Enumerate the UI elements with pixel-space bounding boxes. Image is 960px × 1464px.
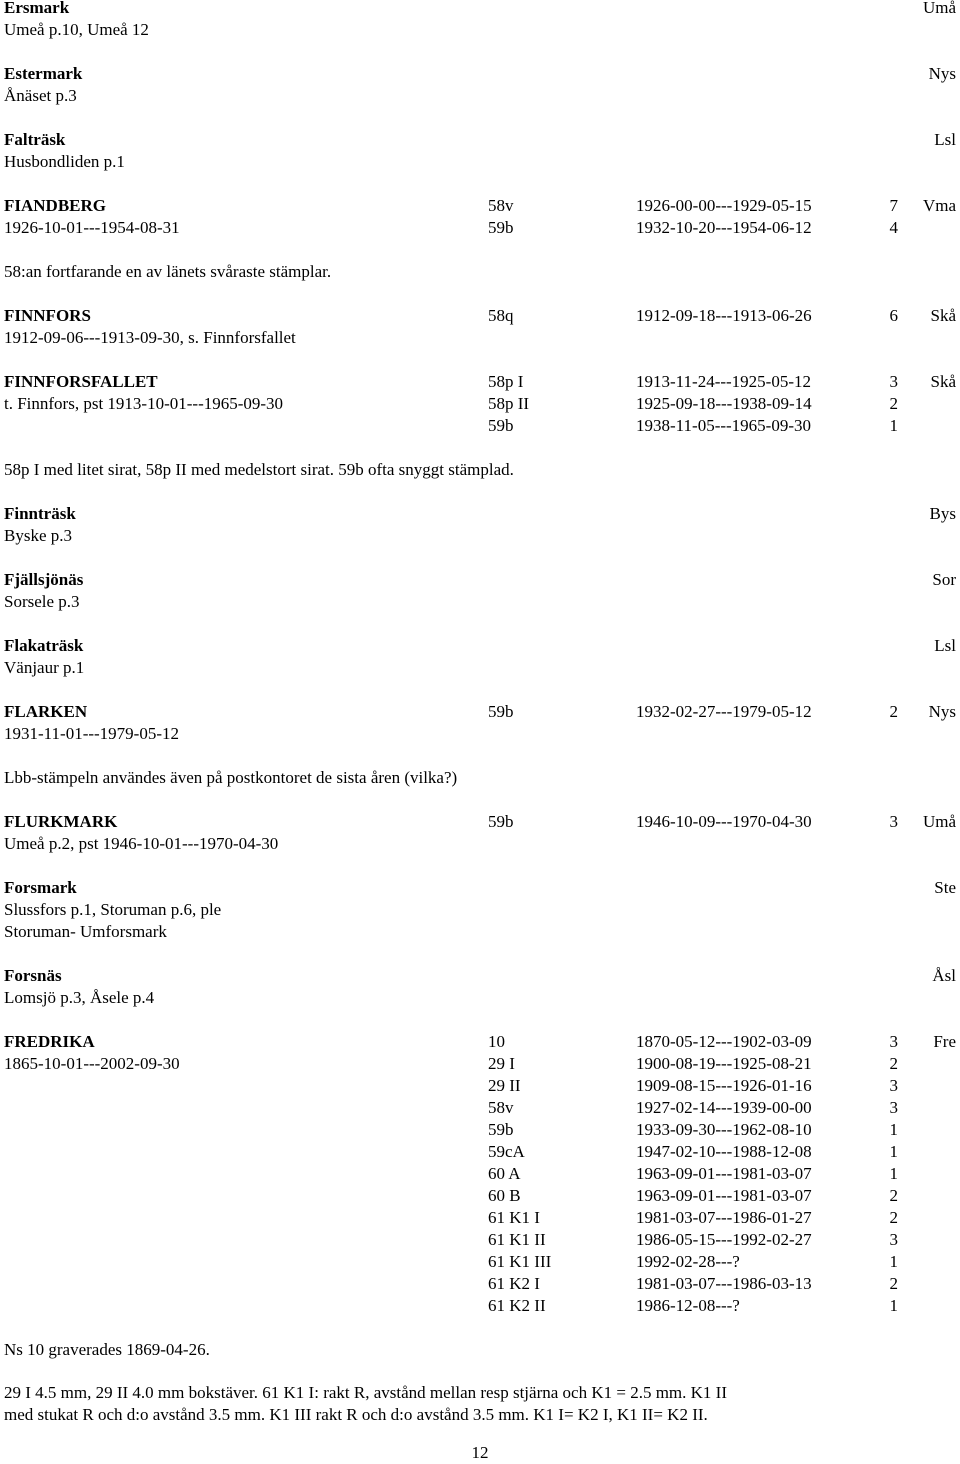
stamp-type: 58v bbox=[488, 1098, 514, 1117]
stamp-rarity: 1 bbox=[889, 1296, 898, 1315]
entry-sub: 1926-10-01---1954-08-31 bbox=[4, 218, 180, 237]
stamp-type: 61 K2 I bbox=[488, 1274, 540, 1293]
stamp-period: 1927-02-14---1939-00-00 bbox=[636, 1098, 812, 1117]
entry-name: FLARKEN bbox=[4, 702, 88, 721]
stamp-rarity: 3 bbox=[889, 372, 898, 391]
entry-name: Flakaträsk bbox=[4, 636, 84, 655]
stamp-period: 1947-02-10---1988-12-08 bbox=[636, 1142, 812, 1161]
entry-region: Nys bbox=[928, 702, 956, 721]
stamp-period: 1986-05-15---1992-02-27 bbox=[636, 1230, 812, 1249]
stamp-period: 1981-03-07---1986-01-27 bbox=[636, 1208, 812, 1227]
entry-name: Fjällsjönäs bbox=[4, 570, 84, 589]
stamp-type: 29 I bbox=[488, 1054, 515, 1073]
stamp-rarity: 2 bbox=[889, 1274, 898, 1293]
stamp-type: 59b bbox=[488, 416, 514, 435]
stamp-period: 1938-11-05---1965-09-30 bbox=[636, 416, 811, 435]
entry-sub: Lomsjö p.3, Åsele p.4 bbox=[4, 988, 155, 1007]
entry-note: med stukat R och d:o avstånd 3.5 mm. K1 III rakt R och d:o avstånd 3.5 mm. K1 I= K2 I, K1 II= K2 II. bbox=[4, 1405, 708, 1424]
entry-name: Finnträsk bbox=[4, 504, 76, 523]
entry-name: FREDRIKA bbox=[4, 1032, 95, 1051]
entry-region: Åsl bbox=[932, 966, 956, 985]
stamp-rarity: 2 bbox=[889, 394, 898, 413]
stamp-period: 1913-11-24---1925-05-12 bbox=[636, 372, 811, 391]
stamp-type: 61 K1 II bbox=[488, 1230, 546, 1249]
entry-region: Lsl bbox=[934, 130, 956, 149]
entry-region: Skå bbox=[930, 372, 956, 391]
entry-sub: Sorsele p.3 bbox=[4, 592, 80, 611]
entry-sub: 1931-11-01---1979-05-12 bbox=[4, 724, 179, 743]
stamp-rarity: 6 bbox=[889, 306, 898, 325]
stamp-rarity: 3 bbox=[889, 1098, 898, 1117]
stamp-type: 58p I bbox=[488, 372, 524, 391]
stamp-type: 59b bbox=[488, 1120, 514, 1139]
stamp-period: 1900-08-19---1925-08-21 bbox=[636, 1054, 812, 1073]
stamp-period: 1992-02-28---? bbox=[636, 1252, 740, 1271]
stamp-period: 1946-10-09---1970-04-30 bbox=[636, 812, 812, 831]
entry-sub: Husbondliden p.1 bbox=[4, 152, 125, 171]
entry-note: 58p I med litet sirat, 58p II med medelstort sirat. 59b ofta snyggt stämplad. bbox=[4, 460, 514, 479]
stamp-period: 1981-03-07---1986-03-13 bbox=[636, 1274, 812, 1293]
entry-region: Fre bbox=[933, 1032, 956, 1051]
stamp-period: 1909-08-15---1926-01-16 bbox=[636, 1076, 812, 1095]
entry-region: Vma bbox=[922, 196, 956, 215]
entry-name: Estermark bbox=[4, 64, 83, 83]
stamp-rarity: 2 bbox=[889, 702, 898, 721]
stamp-type: 58v bbox=[488, 196, 514, 215]
page-number: 12 bbox=[471, 1443, 489, 1462]
stamp-type: 59b bbox=[488, 702, 514, 721]
entry-region: Ste bbox=[934, 878, 956, 897]
entry-sub: Umeå p.2, pst 1946-10-01---1970-04-30 bbox=[4, 834, 279, 853]
stamp-type: 10 bbox=[488, 1032, 505, 1051]
entry-sub: Byske p.3 bbox=[4, 526, 72, 545]
entry-note: 58:an fortfarande en av länets svåraste stämplar. bbox=[4, 262, 332, 281]
stamp-period: 1932-10-20---1954-06-12 bbox=[636, 218, 812, 237]
stamp-type: 61 K1 III bbox=[488, 1252, 552, 1271]
stamp-rarity: 3 bbox=[889, 1076, 898, 1095]
entry-note: Ns 10 graverades 1869-04-26. bbox=[4, 1340, 210, 1359]
stamp-rarity: 2 bbox=[889, 1186, 898, 1205]
stamp-rarity: 3 bbox=[889, 1230, 898, 1249]
stamp-period: 1963-09-01---1981-03-07 bbox=[636, 1164, 812, 1183]
entry-sub: Slussfors p.1, Storuman p.6, ple bbox=[4, 900, 222, 919]
entry-note: 29 I 4.5 mm, 29 II 4.0 mm bokstäver. 61 K1 I: rakt R, avstånd mellan resp stjärna och K1 = 2.5 mm. K1 II bbox=[4, 1383, 727, 1402]
entry-sub: t. Finnfors, pst 1913-10-01---1965-09-30 bbox=[4, 394, 284, 413]
entry-region: Lsl bbox=[934, 636, 956, 655]
stamp-type: 58p II bbox=[488, 394, 530, 413]
stamp-type: 58q bbox=[488, 306, 514, 325]
stamp-rarity: 1 bbox=[889, 1120, 898, 1139]
stamp-period: 1926-00-00---1929-05-15 bbox=[636, 196, 812, 215]
stamp-rarity: 3 bbox=[889, 812, 898, 831]
stamp-rarity: 1 bbox=[889, 1164, 898, 1183]
stamp-period: 1912-09-18---1913-06-26 bbox=[636, 306, 812, 325]
stamp-period: 1986-12-08---? bbox=[636, 1296, 740, 1315]
stamp-period: 1870-05-12---1902-03-09 bbox=[636, 1032, 812, 1051]
stamp-type: 60 B bbox=[488, 1186, 521, 1205]
entry-name: FLURKMARK bbox=[4, 812, 118, 831]
stamp-type: 29 II bbox=[488, 1076, 521, 1095]
entry-region: Umå bbox=[922, 0, 956, 17]
entry-sub: 1912-09-06---1913-09-30, s. Finnforsfallet bbox=[4, 328, 296, 347]
entry-sub: Vänjaur p.1 bbox=[4, 658, 85, 677]
stamp-rarity: 2 bbox=[889, 1208, 898, 1227]
stamp-period: 1932-02-27---1979-05-12 bbox=[636, 702, 812, 721]
stamp-rarity: 4 bbox=[889, 218, 898, 237]
stamp-rarity: 1 bbox=[889, 1142, 898, 1161]
stamp-rarity: 7 bbox=[889, 196, 898, 215]
stamp-rarity: 1 bbox=[889, 416, 898, 435]
entry-region: Nys bbox=[928, 64, 956, 83]
stamp-rarity: 1 bbox=[889, 1252, 898, 1271]
entry-region: Bys bbox=[929, 504, 956, 523]
entry-note: Lbb-stämpeln användes även på postkontoret de sista åren (vilka?) bbox=[4, 768, 458, 787]
entry-region: Sor bbox=[932, 570, 956, 589]
stamp-type: 59cA bbox=[488, 1142, 525, 1161]
entry-name: FINNFORS bbox=[4, 306, 91, 325]
stamp-period: 1925-09-18---1938-09-14 bbox=[636, 394, 812, 413]
entry-sub: 1865-10-01---2002-09-30 bbox=[4, 1054, 180, 1073]
stamp-period: 1933-09-30---1962-08-10 bbox=[636, 1120, 812, 1139]
stamp-type: 60 A bbox=[488, 1164, 521, 1183]
entry-region: Skå bbox=[930, 306, 956, 325]
stamp-period: 1963-09-01---1981-03-07 bbox=[636, 1186, 812, 1205]
entry-name: Forsnäs bbox=[4, 966, 62, 985]
entry-name: Forsmark bbox=[4, 878, 77, 897]
entry-name: FIANDBERG bbox=[4, 196, 107, 215]
stamp-type: 61 K2 II bbox=[488, 1296, 546, 1315]
stamp-rarity: 2 bbox=[889, 1054, 898, 1073]
stamp-type: 59b bbox=[488, 218, 514, 237]
entry-name: FINNFORSFALLET bbox=[4, 372, 158, 391]
entry-sub: Ånäset p.3 bbox=[4, 86, 77, 105]
entry-sub: Umeå p.10, Umeå 12 bbox=[4, 20, 149, 39]
stamp-rarity: 3 bbox=[889, 1032, 898, 1051]
entry-region: Umå bbox=[922, 812, 956, 831]
entry-name: Ersmark bbox=[4, 0, 70, 17]
entry-sub: Storuman- Umforsmark bbox=[4, 922, 167, 941]
stamp-type: 61 K1 I bbox=[488, 1208, 540, 1227]
entry-name: Falträsk bbox=[4, 130, 66, 149]
stamp-type: 59b bbox=[488, 812, 514, 831]
